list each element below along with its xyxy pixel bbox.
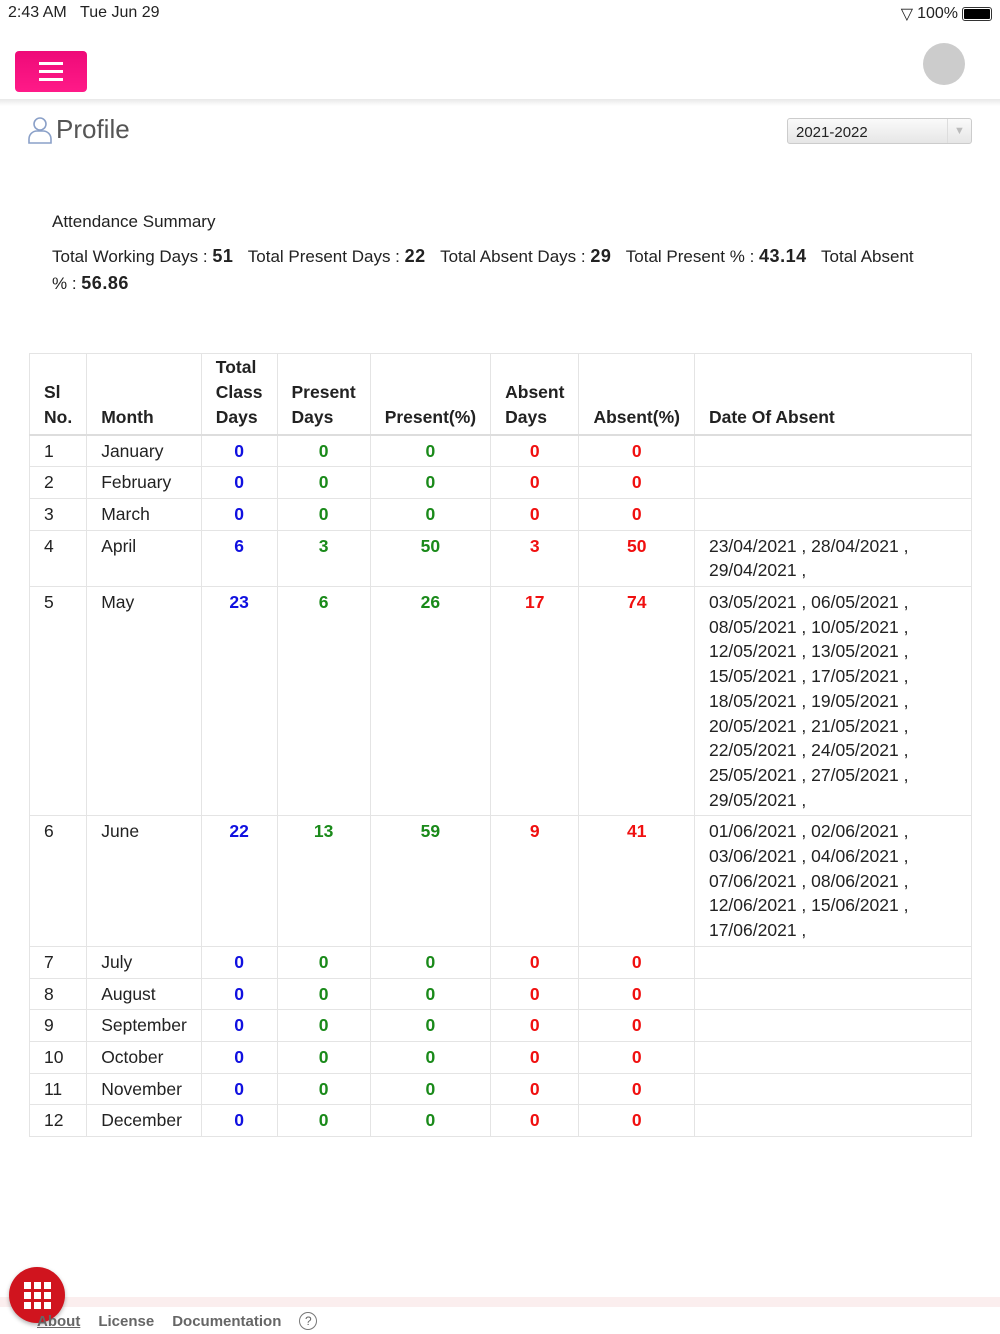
- table-cell: 0: [370, 1041, 490, 1073]
- table-cell: May: [87, 587, 202, 816]
- working-label: Total Working Days :: [52, 247, 208, 266]
- table-cell: April: [87, 530, 202, 586]
- table-row: [30, 1073, 972, 1105]
- table-cell: 0: [370, 1073, 490, 1105]
- year-select-value: 2021-2022: [796, 124, 868, 141]
- table-cell: 11: [30, 1073, 87, 1105]
- table-cell: 0: [491, 435, 579, 467]
- avatar[interactable]: [923, 43, 965, 85]
- table-cell: [694, 1073, 971, 1105]
- table-cell: 0: [277, 1041, 370, 1073]
- table-cell: 4: [30, 530, 87, 586]
- table-cell: 0: [491, 946, 579, 978]
- table-cell: September: [87, 1010, 202, 1042]
- table-cell: 0: [277, 1105, 370, 1137]
- documentation-link[interactable]: Documentation: [172, 1312, 282, 1330]
- table-cell: November: [87, 1073, 202, 1105]
- table-cell: 0: [277, 467, 370, 499]
- table-cell: 0: [277, 946, 370, 978]
- table-cell: October: [87, 1041, 202, 1073]
- table-cell: 6: [30, 816, 87, 947]
- table-cell: 0: [491, 1010, 579, 1042]
- battery-icon: [962, 7, 992, 21]
- table-cell: 13: [277, 816, 370, 947]
- table-cell: 50: [370, 530, 490, 586]
- table-cell: 3: [491, 530, 579, 586]
- table-cell: 0: [491, 978, 579, 1010]
- table-cell: 0: [201, 1105, 277, 1137]
- table-cell: 0: [277, 498, 370, 530]
- table-cell: 0: [370, 467, 490, 499]
- table-cell: 0: [579, 1041, 695, 1073]
- table-row: [30, 816, 972, 947]
- wifi-icon: ▽: [900, 6, 914, 23]
- column-header: Sl No.: [30, 354, 87, 435]
- page-title: [27, 114, 130, 145]
- chevron-down-icon: ▼: [947, 119, 971, 143]
- table-cell: 0: [491, 498, 579, 530]
- footer-bar: [0, 1297, 1000, 1307]
- table-cell: 6: [201, 530, 277, 586]
- attendance-table: [29, 353, 972, 1137]
- table-cell: 7: [30, 946, 87, 978]
- summary-title: Attendance Summary: [52, 212, 216, 231]
- table-cell: 12: [30, 1105, 87, 1137]
- table-cell: August: [87, 978, 202, 1010]
- table-cell: 0: [579, 435, 695, 467]
- column-header: Total Class Days: [201, 354, 277, 435]
- table-cell: February: [87, 467, 202, 499]
- table-cell: 0: [579, 946, 695, 978]
- table-cell: 23/04/2021 , 28/04/2021 , 29/04/2021 ,: [694, 530, 971, 586]
- table-cell: 0: [370, 498, 490, 530]
- attendance-summary: [52, 208, 932, 297]
- table-cell: 03/05/2021 , 06/05/2021 , 08/05/2021 , 10/05/2021 , 12/05/2021 , 13/05/2021 , 15/05/2021 , 17/05/2021 , 18/05/2021 , 19/05/2021 , 20/05/2021 , 21/05/2021 , 22/05/2021 , 24/05/2021 , 25/05/2021 , 27/05/2021 , 29/05/2021 ,: [694, 587, 971, 816]
- column-header: Absent Days: [491, 354, 579, 435]
- table-cell: 0: [277, 1010, 370, 1042]
- status-time: 2:43 AM: [8, 4, 67, 21]
- table-row: [30, 467, 972, 499]
- table-row: [30, 1010, 972, 1042]
- table-cell: 22: [201, 816, 277, 947]
- help-icon[interactable]: ?: [299, 1312, 317, 1330]
- absent-label: Total Absent Days :: [440, 247, 586, 266]
- table-cell: [694, 1041, 971, 1073]
- table-cell: 59: [370, 816, 490, 947]
- present-label: Total Present Days :: [247, 247, 400, 266]
- status-bar: [8, 4, 992, 24]
- table-cell: 3: [30, 498, 87, 530]
- table-cell: 0: [579, 1105, 695, 1137]
- table-cell: 50: [579, 530, 695, 586]
- table-cell: 41: [579, 816, 695, 947]
- battery-percent: 100%: [917, 5, 958, 22]
- table-cell: [694, 1010, 971, 1042]
- table-cell: 0: [491, 1073, 579, 1105]
- table-cell: March: [87, 498, 202, 530]
- present-pct-label: Total Present % :: [625, 247, 755, 266]
- table-cell: 0: [579, 498, 695, 530]
- table-cell: 0: [579, 467, 695, 499]
- table-row: [30, 1105, 972, 1137]
- table-cell: 26: [370, 587, 490, 816]
- table-cell: 0: [491, 1105, 579, 1137]
- license-link[interactable]: License: [98, 1312, 155, 1330]
- table-cell: 0: [277, 978, 370, 1010]
- present-value: 22: [404, 246, 426, 266]
- table-cell: 17: [491, 587, 579, 816]
- table-cell: 23: [201, 587, 277, 816]
- page-title-text: Profile: [56, 114, 130, 144]
- table-cell: 0: [201, 435, 277, 467]
- table-cell: [694, 467, 971, 499]
- table-cell: [694, 946, 971, 978]
- footer-links: [37, 1312, 317, 1330]
- table-cell: 74: [579, 587, 695, 816]
- table-row: [30, 530, 972, 586]
- table-cell: 0: [370, 1105, 490, 1137]
- table-cell: 0: [201, 498, 277, 530]
- table-cell: 0: [579, 978, 695, 1010]
- absent-value: 29: [590, 246, 612, 266]
- table-cell: 5: [30, 587, 87, 816]
- table-cell: July: [87, 946, 202, 978]
- table-cell: [694, 978, 971, 1010]
- table-cell: 8: [30, 978, 87, 1010]
- column-header: Present Days: [277, 354, 370, 435]
- year-select[interactable]: [787, 118, 972, 144]
- table-cell: 0: [201, 1073, 277, 1105]
- table-cell: 0: [201, 1010, 277, 1042]
- table-cell: 6: [277, 587, 370, 816]
- column-header: Present(%): [370, 354, 490, 435]
- table-cell: 0: [201, 978, 277, 1010]
- table-cell: 0: [491, 1041, 579, 1073]
- column-header: Date Of Absent: [694, 354, 971, 435]
- table-cell: 0: [491, 467, 579, 499]
- menu-button[interactable]: [15, 51, 87, 92]
- summary-totals: [52, 243, 932, 297]
- table-cell: 0: [370, 978, 490, 1010]
- table-row: [30, 435, 972, 467]
- table-row: [30, 946, 972, 978]
- absent-pct-value: 56.86: [81, 273, 129, 293]
- table-row: [30, 587, 972, 816]
- about-link[interactable]: About: [37, 1312, 81, 1330]
- table-cell: 10: [30, 1041, 87, 1073]
- table-cell: [694, 1105, 971, 1137]
- table-cell: 01/06/2021 , 02/06/2021 , 03/06/2021 , 04/06/2021 , 07/06/2021 , 08/06/2021 , 12/06/2021 , 15/06/2021 , 17/06/2021 ,: [694, 816, 971, 947]
- table-cell: 0: [370, 946, 490, 978]
- table-cell: 0: [201, 467, 277, 499]
- table-cell: 0: [201, 946, 277, 978]
- table-cell: 2: [30, 467, 87, 499]
- table-cell: 0: [370, 1010, 490, 1042]
- table-cell: 0: [579, 1010, 695, 1042]
- table-cell: 9: [30, 1010, 87, 1042]
- table-row: [30, 498, 972, 530]
- present-pct-value: 43.14: [759, 246, 807, 266]
- table-cell: [694, 435, 971, 467]
- table-cell: 0: [579, 1073, 695, 1105]
- table-cell: [694, 498, 971, 530]
- working-value: 51: [212, 246, 234, 266]
- column-header: Absent(%): [579, 354, 695, 435]
- column-header: Month: [87, 354, 202, 435]
- header-divider: [0, 99, 1000, 106]
- table-cell: June: [87, 816, 202, 947]
- table-cell: 1: [30, 435, 87, 467]
- table-cell: January: [87, 435, 202, 467]
- status-date: Tue Jun 29: [80, 4, 160, 21]
- table-cell: 3: [277, 530, 370, 586]
- table-cell: 0: [370, 435, 490, 467]
- table-cell: December: [87, 1105, 202, 1137]
- table-cell: 0: [201, 1041, 277, 1073]
- user-icon: [27, 115, 53, 145]
- table-cell: 9: [491, 816, 579, 947]
- table-row: [30, 978, 972, 1010]
- absent-pct-label: Total Absent % :: [52, 247, 914, 293]
- table-cell: 0: [277, 1073, 370, 1105]
- table-cell: 0: [277, 435, 370, 467]
- table-row: [30, 1041, 972, 1073]
